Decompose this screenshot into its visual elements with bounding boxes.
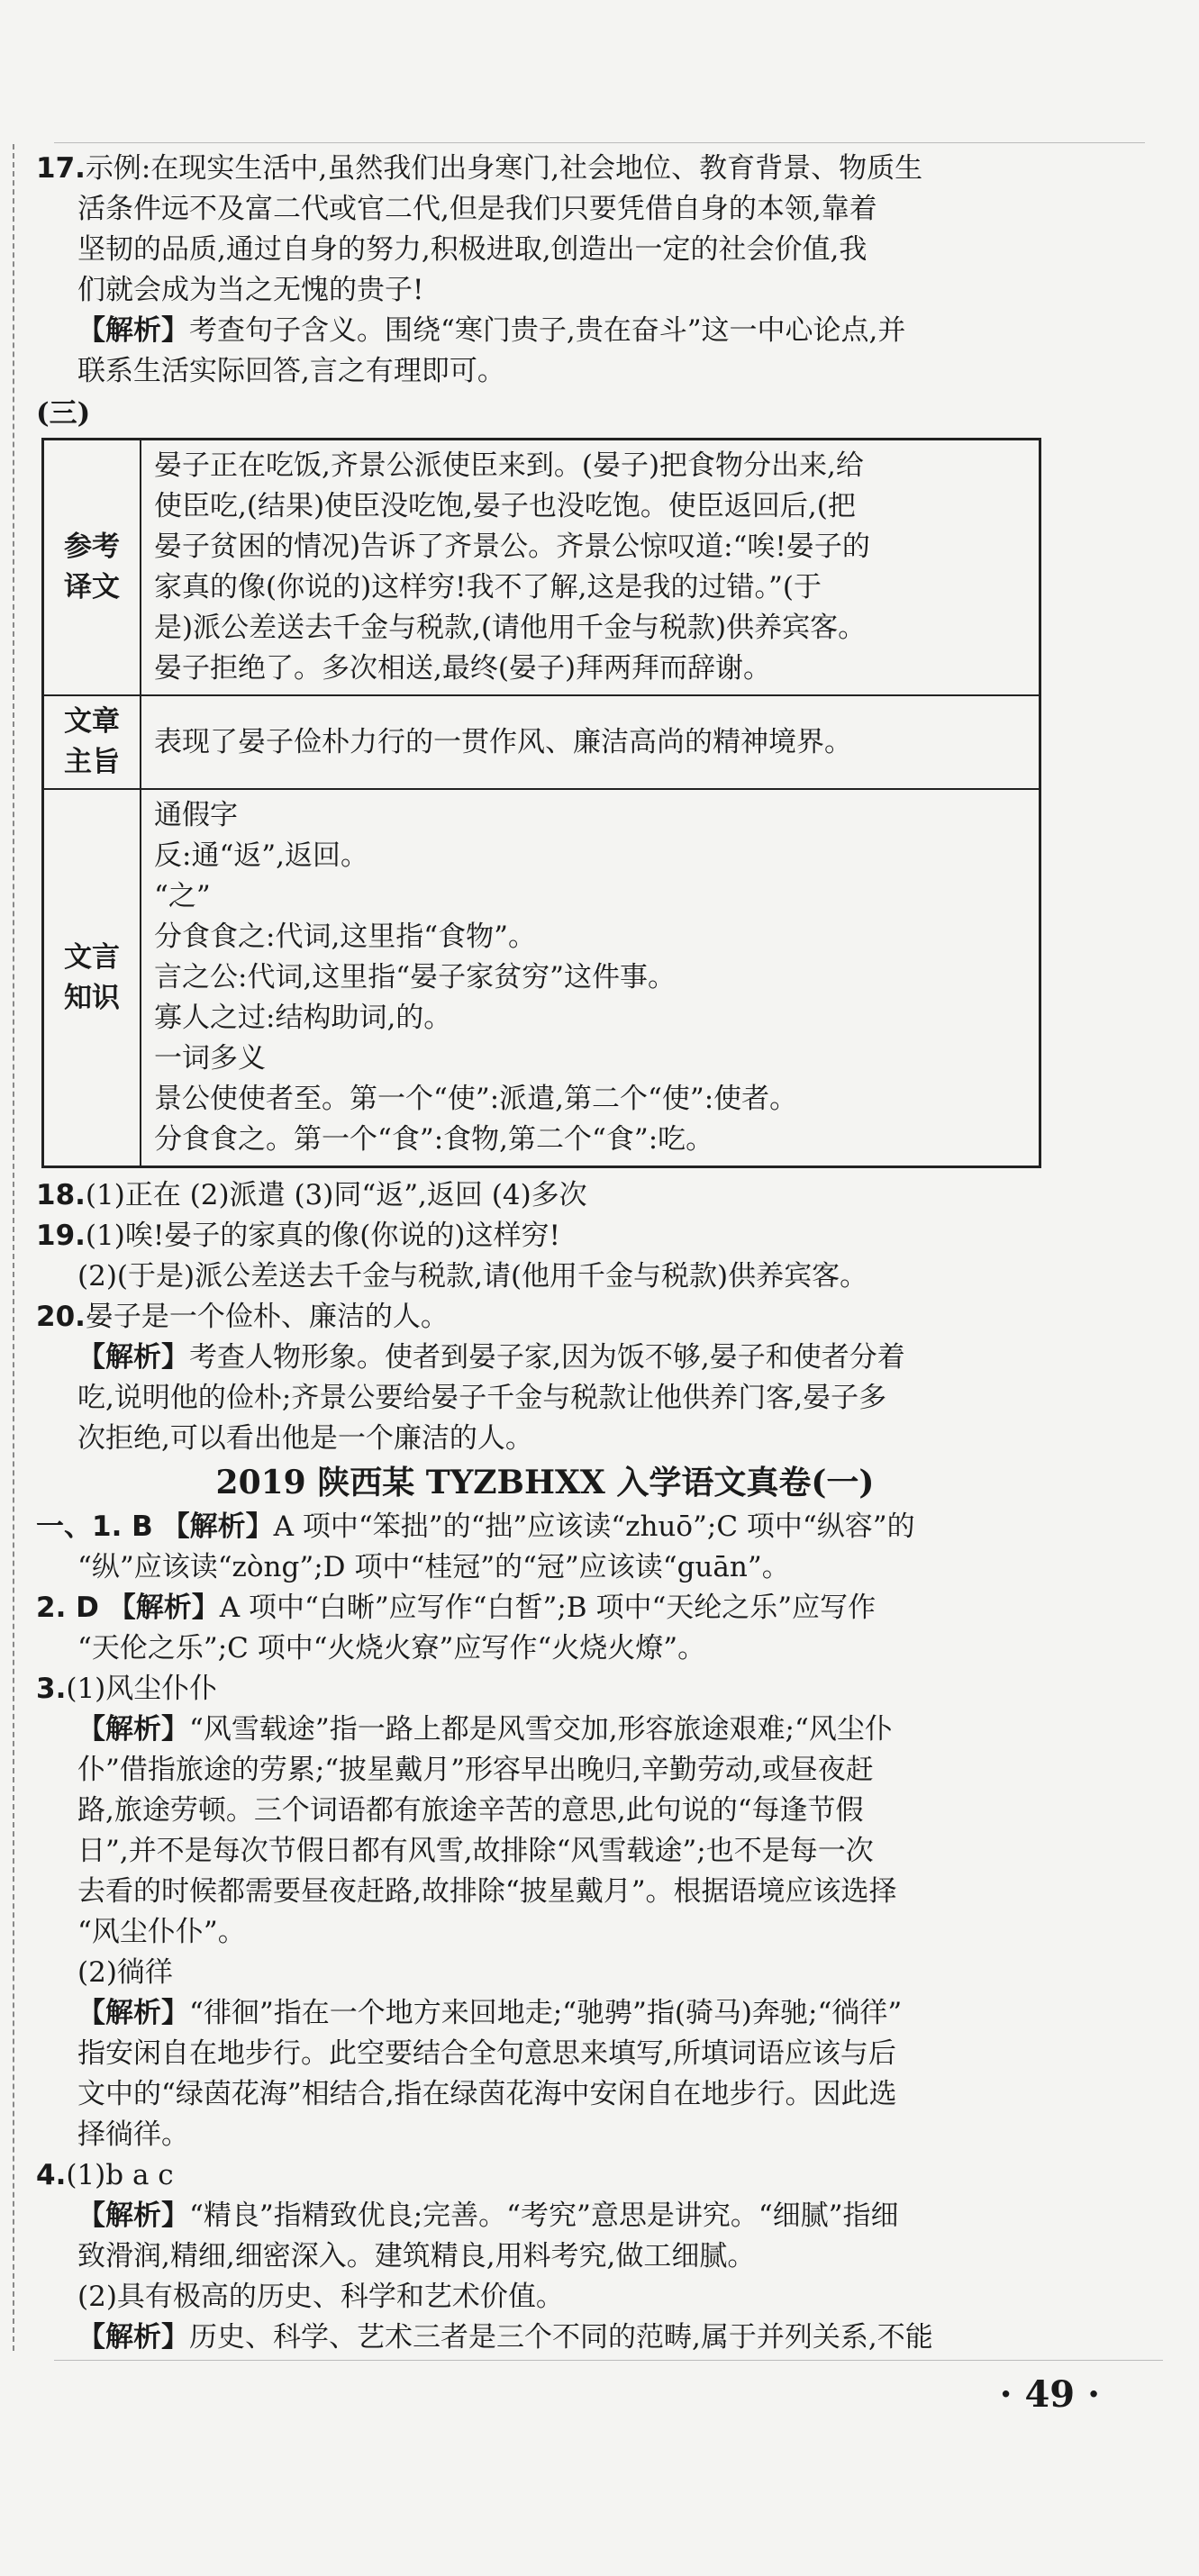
- q20-analysis-2: 吃,说明他的俭朴;齐景公要给晏子千金与税款让他供养门客,晏子多: [77, 1382, 887, 1414]
- q17-line-1: [36, 149, 1054, 189]
- q20: [36, 1297, 1054, 1338]
- s4-analysis2-1: 【解析】历史、科学、艺术三者是三个不同的范畴,属于并列关系,不能: [77, 2321, 933, 2354]
- s3-analysis-3: 路,旅途劳顿。三个词语都有旅途辛苦的意思,此句说的“每逢节假: [77, 1794, 864, 1827]
- q17-line-3: 坚韧的品质,通过自身的努力,积极进取,创造出一定的社会价值,我: [77, 233, 867, 266]
- s3-analysis2-1: 【解析】“徘徊”指在一个地方来回地走;“驰骋”指(骑马)奔驰;“徜徉”: [77, 1997, 903, 2029]
- s4-ans-2: (2)具有极高的历史、科学和艺术价值。: [77, 2281, 564, 2313]
- binding-dash-line: [13, 144, 14, 2351]
- s3-analysis2-3: 文中的“绿茵花海”相结合,指在绿茵花海中安闲自在地步行。因此选: [77, 2078, 897, 2110]
- s3-analysis-2: 仆”借指旅途的劳累;“披星戴月”形容早出晚归,辛勤劳动,或昼夜赶: [77, 1754, 874, 1786]
- q17-line-2: 活条件远不及富二代或官二代,但是我们只要凭借自身的本领,靠着: [77, 193, 877, 225]
- s1-number: 一、1. B: [36, 1510, 153, 1543]
- q19-text-1: (1)唉!晏子的家真的像(你说的)这样穷!: [85, 1220, 560, 1252]
- s3-analysis2-2: 指安闲自在地步行。此空要结合全句意思来填写,所填词语应该与后: [77, 2037, 896, 2070]
- s1-line-1: 一、1. B 【解析】A 项中“笨拙”的“拙”应该读“zhuō”;C 项中“纵容”的: [36, 1510, 915, 1543]
- q18-text: (1)正在 (2)派遣 (3)同“返”,返回 (4)多次: [85, 1179, 587, 1211]
- table-head-theme: 文章 主旨: [43, 695, 141, 789]
- s3-ans-1: 3.(1)风尘仆仆: [36, 1673, 218, 1705]
- section-heading: (三): [36, 397, 91, 430]
- q17-analysis-text-1: 考查句子含义。围绕“寒门贵子,贵在奋斗”这一中心论点,并: [189, 314, 906, 347]
- s3-analysis-4: 日”,并不是每次节假日都有风雪,故排除“风雪载途”;也不是每一次: [77, 1835, 874, 1867]
- q19-number: 19.: [36, 1220, 86, 1252]
- answer-content: [36, 149, 1054, 2358]
- s3-analysis-5: 去看的时候都需要昼夜赶路,故排除“披星戴月”。根据语境应该选择: [77, 1875, 897, 1908]
- q17-number: 17.: [36, 152, 86, 185]
- table-row: [43, 440, 1040, 696]
- q17-line-4: 们就会成为当之无愧的贵子!: [77, 274, 424, 306]
- analysis-tag: 【解析】: [77, 1341, 189, 1374]
- table-cell-theme: 表现了晏子俭朴力行的一贯作风、廉洁高尚的精神境界。: [141, 695, 1040, 789]
- q20-number: 20.: [36, 1301, 86, 1333]
- table-cell-knowledge: 通假字 反:通“返”,返回。 “之” 分食食之:代词,这里指“食物”。 言之公:代词,这里指“晏子家贫穷”这件事。 寡人之过:结构助词,的。 一词多义 景公使使者至。第一个“使”:派遣,第二个“使”:使者。 分食食之。第一个“食”:食物,第二个“食”:吃。: [141, 789, 1040, 1167]
- q18: [36, 1175, 1054, 1216]
- table-row: [43, 789, 1040, 1167]
- s4-number: 4.: [36, 2159, 67, 2191]
- q20-text: 晏子是一个俭朴、廉洁的人。: [85, 1301, 449, 1333]
- s3-ans-2: (2)徜徉: [77, 1956, 173, 1989]
- s3-analysis2-4: 择徜徉。: [77, 2118, 189, 2151]
- table-head-knowledge: 文言 知识: [43, 789, 141, 1167]
- q19-line-1: [36, 1216, 1054, 1256]
- reference-table: [41, 438, 1041, 1168]
- q17-analysis-1: [36, 311, 1054, 351]
- s1-line-2: “纵”应该读“zòng”;D 项中“桂冠”的“冠”应该读“guān”。: [77, 1551, 790, 1583]
- top-rule: [54, 142, 1145, 143]
- analysis-tag: 【解析】: [77, 2200, 189, 2232]
- q17-analysis-2: 联系生活实际回答,言之有理即可。: [77, 355, 505, 387]
- s4-analysis-2: 致滑润,精细,细密深入。建筑精良,用料考究,做工细腻。: [77, 2240, 756, 2272]
- s4-analysis-1: 【解析】“精良”指精致优良;完善。“考究”意思是讲究。“细腻”指细: [77, 2200, 899, 2232]
- analysis-tag: 【解析】: [77, 1713, 189, 1746]
- table-head-translation: 参考 译文: [43, 440, 141, 696]
- table-cell-translation: 晏子正在吃饭,齐景公派使臣来到。(晏子)把食物分出来,给 使臣吃,(结果)使臣没吃饱,晏子也没吃饱。使臣返回后,(把 晏子贫困的情况)告诉了齐景公。齐景公惊叹道:“唉!晏子的 家真的像(你说的)这样穷!我不了解,这是我的过错。”(于 是)派公差送去千金与税款,(请他用千金与税款)供养宾客。 晏子拒绝了。多次相送,最终(晏子)拜两拜而辞谢。: [141, 440, 1040, 696]
- s2-line-2: “天伦之乐”;C 项中“火烧火寮”应写作“火烧火燎”。: [77, 1632, 706, 1664]
- q19-line-2: (2)(于是)派公差送去千金与税款,请(他用千金与税款)供养宾客。: [77, 1260, 868, 1293]
- bottom-rule: [54, 2360, 1163, 2361]
- analysis-tag: 【解析】: [107, 1592, 220, 1624]
- s2-number: 2. D: [36, 1592, 99, 1624]
- s3-analysis-1: 【解析】“风雪载途”指一路上都是风雪交加,形容旅途艰难;“风尘仆: [77, 1713, 893, 1746]
- q20-analysis-3: 次拒绝,可以看出他是一个廉洁的人。: [77, 1422, 533, 1455]
- analysis-tag: 【解析】: [161, 1510, 274, 1543]
- exam-title: 2019 陕西某 TYZBHXX 入学语文真卷(一): [215, 1464, 875, 1501]
- s4-ans-1: 4.(1)b a c: [36, 2159, 174, 2191]
- analysis-tag: 【解析】: [77, 1997, 189, 2029]
- q18-number: 18.: [36, 1179, 86, 1211]
- analysis-tag: 【解析】: [77, 314, 189, 347]
- page-number: · 49 ·: [999, 2373, 1100, 2416]
- q17-text-1: 示例:在现实生活中,虽然我们出身寒门,社会地位、教育背景、物质生: [85, 152, 923, 185]
- s3-analysis-6: “风尘仆仆”。: [77, 1916, 246, 1948]
- analysis-tag: 【解析】: [77, 2321, 189, 2354]
- s3-number: 3.: [36, 1673, 67, 1705]
- table-row: [43, 695, 1040, 789]
- q20-analysis-1: 【解析】考查人物形象。使者到晏子家,因为饭不够,晏子和使者分着: [77, 1341, 905, 1374]
- s2-line-1: 2. D 【解析】A 项中“白晰”应写作“白皙”;B 项中“天纶之乐”应写作: [36, 1592, 877, 1624]
